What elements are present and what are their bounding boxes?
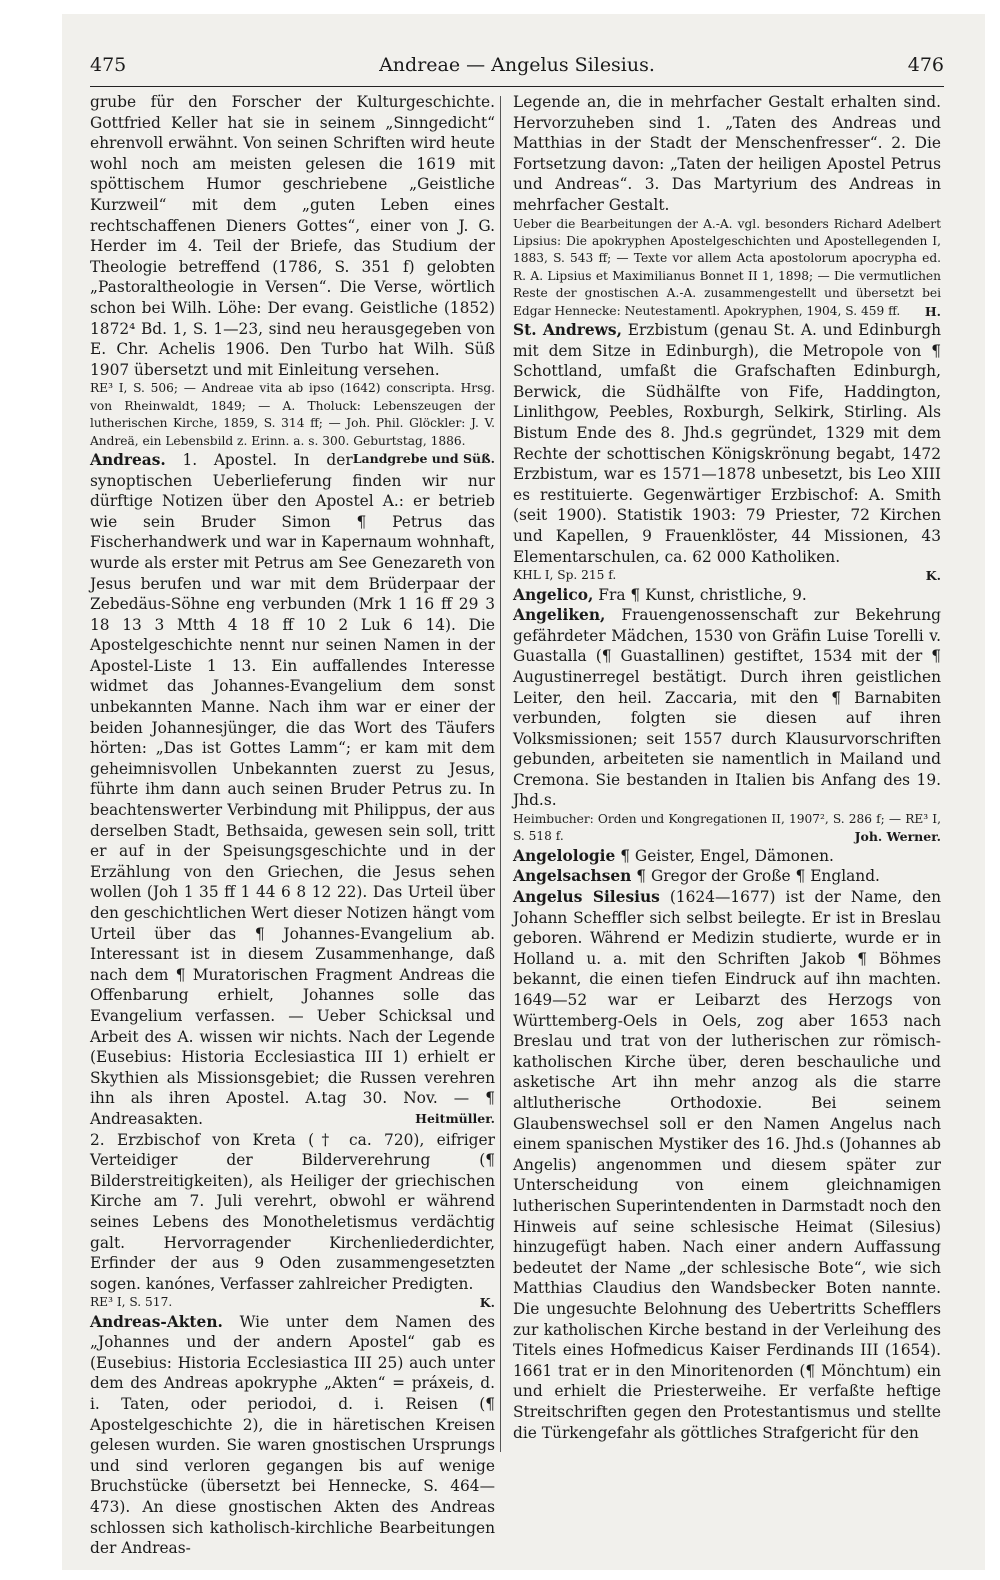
left-column xyxy=(90,92,495,1559)
article-paragraph xyxy=(513,585,941,606)
entry-headword: Angeliken, xyxy=(513,606,606,625)
article-paragraph xyxy=(513,887,941,1443)
column-divider xyxy=(500,96,501,1452)
entry-headword: Andreas. xyxy=(90,450,166,469)
reference-note xyxy=(513,811,941,846)
entry-text: Frauengenossenschaft zur Bekehrung gefährdeter Mädchen, 1530 von Gräfin Luise Torelli v. Guastalla (¶ Guastallinen) gestiftet, 1534 mit der ¶ Augustinerregel bestätigt. Durch ihren geistlichen Leiter, den heil. Zaccaria, mit den ¶ Barnabiten verbunden, folgten sie diesen auf ihren Volksmissionen; seit 1557 durch Klausurvorschriften gebunden, arbeiteten sie namentlich in Mailand und Cremona. Sie bestanden in Italien bis Anfang des 19. Jhd.s. xyxy=(513,606,941,810)
entry-headword: Angelsachsen xyxy=(513,867,632,886)
page-number-left: 475 xyxy=(90,54,127,76)
page-header xyxy=(90,54,944,84)
article-paragraph xyxy=(90,1130,495,1295)
reference-note xyxy=(513,216,941,320)
author-signature: Joh. Werner. xyxy=(854,829,941,845)
author-signature: Landgrebe und Süß. xyxy=(352,450,495,466)
article-paragraph xyxy=(90,92,495,380)
entry-text: Erzbistum (genau St. A. und Edinburgh mit dem Sitze in Edinburgh), die Metropole von ¶ Schottland, umfaßt die Grafschaften Edinburgh, Berwick, die Südhälfte von Fife, Haddington, Linlithgow, Peebles, Roxburgh, Selkirk, Stirling. Als Bistum Ende des 8. Jhd.s gegründet, 1329 mit dem Rechte der schottischen Königskrönung begabt, 1472 Erzbistum, war es 1571—1878 unbesetzt, bis Leo XIII es restituierte. Gegenwärtiger Erzbischof: A. Smith (seit 1900). Statistik 1903: 79 Priester, 72 Kirchen und Kapellen, 9 Frauenklöster, 44 Missionen, 43 Elementarschulen, ca. 62 000 Katholiken. xyxy=(513,321,941,566)
entry-text: RE³ I, S. 517. xyxy=(90,1295,173,1310)
entry-text: Fra ¶ Kunst, christliche, 9. xyxy=(598,585,807,604)
page-number-right: 476 xyxy=(907,54,944,76)
entry-headword: Andreas-Akten. xyxy=(90,1312,223,1331)
right-column xyxy=(513,92,941,1443)
entry-headword: Angelus Silesius xyxy=(513,888,660,907)
author-signature: K. xyxy=(925,568,941,584)
entry-text: Ueber die Bearbeitungen der A.-A. vgl. besonders Richard Adelbert Lipsius: Die apokryphen Apostelgeschichten und Apostellegenden I, 1883, S. 543 ff; — Texte vor allem Acta apostolorum apocrypha ed. R. A. Lipsius et Maximilianus Bonnet II 1, 1898; — Die vermutlichen Reste der gnostischen A.-A. zusammengestellt und übersetzt bei Edgar Hennecke: Neutestamentl. Apokryphen, 1904, S. 459 ff. xyxy=(513,216,941,318)
entry-text: 1. Apostel. In der synoptischen Ueberlieferung finden wir nur dürftige Notizen über den Apostel A.: er betrieb wie sein Bruder Simon ¶ Petrus das Fischerhandwerk und war in Kapernaum wohnhaft, wurde als erster mit Petrus am See Genezareth von Jesus berufen und war mit dem Brüderpaar der Zebedäus-Söhne eng verbunden (Mrk 1 16 ff 29 3 18 13 3 Mtth 4 18 ff 10 2 Luk 6 14). Die Apostelgeschichte nennt nur seinen Namen in der Apostel-Liste 1 13. Ein auffallendes Interesse widmet das Johannes-Evangelium dem sonst unbekannten Manne. Nach ihm war er einer der beiden Johannesjünger, die das Wort des Täufers hörten: „Das ist Gottes Lamm“; er kam mit dem geheimnisvollen Unbekannten zuerst zu Jesus, führte ihm dann auch seinen Bruder Petrus zu. In beachtenswerter Verbindung mit Philippus, der aus derselben Stadt, Bethsaida, gewesen sein soll, tritt er auf in der Speisungsgeschichte und in der Erzählung von den Griechen, die Jesus sehen wollen (Joh 1 35 ff 1 44 6 8 12 22). Das Urteil über den geschichtlichen Wert dieser Notizen hängt vom Urteil über das ¶ Johannes-Evangelium ab. Interessant ist in diesem Zusammenhange, daß nach dem ¶ Muratorischen Fragment Andreas die Offenbarung erhielt, Johannes solle das Evangelium verfassen. — Ueber Schicksal und Arbeit des A. wissen wir nichts. Nach der Legende (Eusebius: Historia Ecclesiastica III 1) erhielt er Skythien als Missionsgebiet; die Russen verehren ihn als ihren Apostel. A.tag 30. Nov. — ¶ Andreasakten. xyxy=(90,450,495,1128)
author-signature: K. xyxy=(479,1295,495,1311)
article-paragraph xyxy=(90,1312,495,1559)
entry-text: RE³ I, S. 506; — Andreae vita ab ipso (1642) conscripta. Hrsg. von Rheinwaldt, 1849; — A. Tholuck: Lebenszeugen der lutherischen Kirche, 1859, S. 314 ff; — Joh. Phil. Glöckler: J. V. Andreä, ein Lebensbild z. Erinn. a. s. 300. Geburtstag, 1886. xyxy=(90,381,495,448)
entry-headword: Angelologie xyxy=(513,846,616,865)
entry-text: 2. Erzbischof von Kreta († ca. 720), eifriger Verteidiger der Bilderverehrung (¶ Bilderstreitigkeiten), als Heiliger der griechischen Kirche am 7. Juli verehrt, obwohl er während seines Lebens des Monotheletismus verdächtig galt. Hervorragender Kirchenliederdichter, Erfinder der aus 9 Oden zusammengesetzten sogen. kanónes, Verfasser zahlreicher Predigten. xyxy=(90,1130,495,1293)
header-rule xyxy=(90,86,944,87)
entry-headword: Angelico, xyxy=(513,585,594,604)
reference-note xyxy=(90,1294,495,1311)
entry-text: Wie unter dem Namen des „Johannes und der andern Apostel“ gab es (Eusebius: Historia Ecclesiastica III 25) auch unter dem des Andreas apokryphe „Akten“ = práxeis, d. i. Taten, oder periodoi, d. i. Reisen (¶ Apostelgeschichte 2), die in häretischen Kreisen gelesen wurden. Sie waren gnostischen Ursprungs und sind verloren gegangen bis auf wenige Bruchstücke (übersetzt bei Hennecke, S. 464—473). An diese gnostischen Akten des Andreas schlossen sich katholisch-kirchliche Bearbeitungen der Andreas- xyxy=(90,1312,495,1558)
entry-text: grube für den Forscher der Kulturgeschichte. Gottfried Keller hat sie in seinem „Sinngedicht“ ehrenvoll erwähnt. Von seinen Schriften wird heute wohl noch am meisten gelesen die 1619 mit spöttischem Humor geschriebene „Geistliche Kurzweil“ mit dem „guten Leben eines rechtschaffenen Dieners Gottes“, einer von J. G. Herder im 4. Teil der Briefe, das Studium der Theologie betreffend (1786, S. 351 f) gelobten „Pastoraltheologie in Versen“. Die Verse, wörtlich schon bei Wilh. Löhe: Der evang. Geistliche (1852) 1872⁴ Bd. 1, S. 1—23, sind neu herausgegeben von E. Chr. Achelis 1906. Den Turbo hat Wilh. Süß 1907 übersetzt und mit Einleitung versehen. xyxy=(90,93,495,379)
entry-text: KHL I, Sp. 215 f. xyxy=(513,568,617,583)
article-paragraph xyxy=(90,450,495,1130)
running-title: Andreae — Angelus Silesius. xyxy=(379,54,655,76)
article-paragraph xyxy=(513,846,941,867)
entry-text: ¶ Gregor der Große ¶ England. xyxy=(636,867,880,886)
article-paragraph xyxy=(513,605,941,811)
entry-text: (1624—1677) ist der Name, den Johann Scheffler sich selbst beilegte. Er ist in Breslau geboren. Während er Medizin studierte, wurde er in Holland u. a. mit den Schriften Jakob ¶ Böhmes bekannt, die einen tiefen Eindruck auf ihn machten. 1649—52 war er Leibarzt des Herzogs von Württemberg-Oels in Oels, zog aber 1653 nach Breslau und trat von der lutherischen zur römisch-katholischen Kirche über, deren beschauliche und asketische Art ihn mehr anzog als die starre altlutherische Orthodoxie. Bei seinem Glaubenswechsel soll er den Namen Angelus nach einem spanischen Mystiker des 16. Jhd.s (Johannes ab Angelis) angenommen und diesem später zur Unterscheidung von einem gleichnamigen lutherischen Superintendenten in Darmstadt noch den Hinweis auf seine schlesische Heimat (Silesius) hinzugefügt haben. Nach einer andern Auffassung bedeutet der Name „der schlesische Bote“, wie sich Matthias Claudius den Wandsbecker Boten nannte. Die ungesuchte Belohnung des Uebertritts Schefflers zur katholischen Kirche bestand in der Verleihung des Titels eines Hofmedicus Kaiser Ferdinands III (1654). 1661 trat er in den Minoritenorden (¶ Mönchtum) ein und erhielt die Priesterweihe. Er verfaßte heftige Streitschriften gegen den Protestantismus und stellte die Türkengefahr als göttliches Strafgericht für den xyxy=(513,888,941,1442)
author-signature: Heitmüller. xyxy=(415,1110,495,1126)
reference-note xyxy=(513,567,941,584)
article-paragraph xyxy=(513,320,941,567)
entry-headword: St. Andrews, xyxy=(513,321,622,339)
article-paragraph xyxy=(513,92,941,216)
entry-text: Legende an, die in mehrfacher Gestalt erhalten sind. Hervorzuheben sind 1. „Taten des Andreas und Matthias in der Stadt der Menschenfresser“. 2. Die Fortsetzung davon: „Taten der heiligen Apostel Petrus und Andreas“. 3. Das Martyrium des Andreas in mehrfacher Gestalt. xyxy=(513,93,941,214)
entry-text: ¶ Geister, Engel, Dämonen. xyxy=(620,846,834,865)
article-paragraph xyxy=(513,866,941,887)
author-signature: H. xyxy=(924,303,941,319)
entry-text: Heimbucher: Orden und Kongregationen II, 1907², S. 286 f; — RE³ I, S. 518 f. xyxy=(513,812,941,844)
